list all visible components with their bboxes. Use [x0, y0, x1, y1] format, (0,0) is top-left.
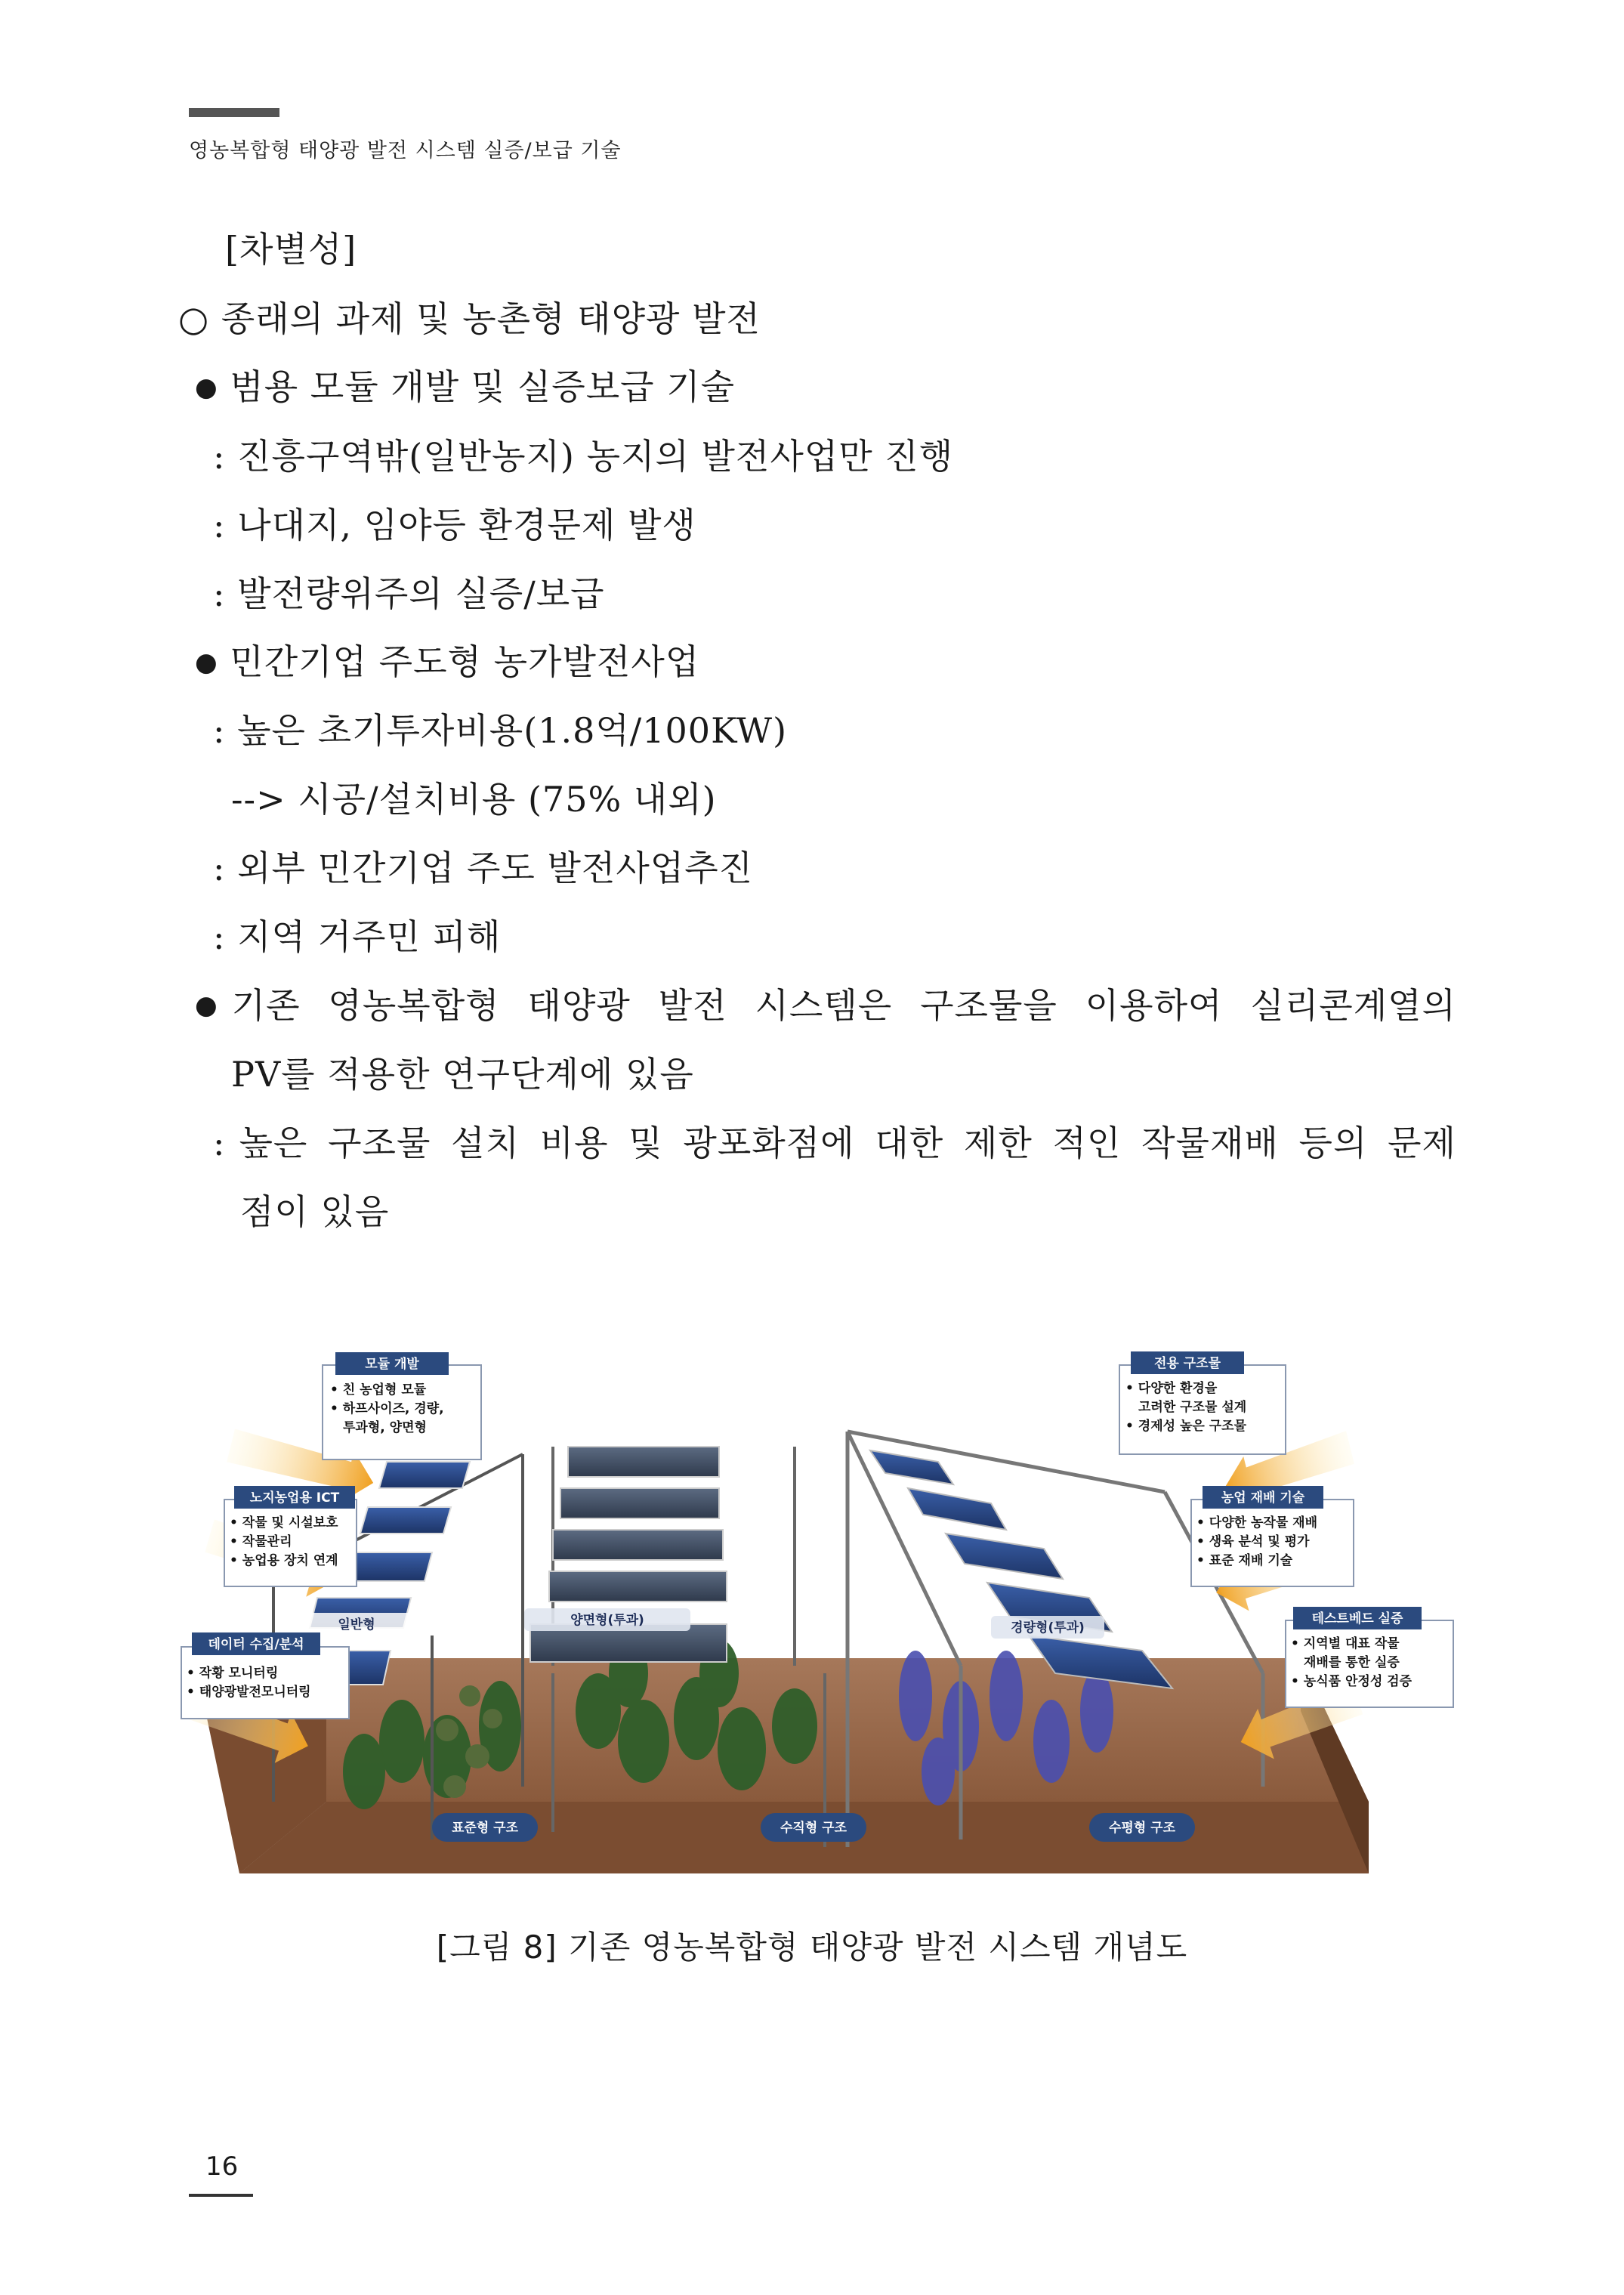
main-heading: [178, 296, 761, 341]
bullet-3-text-line-2: PV를 적용한 연구단계에 있음: [231, 1054, 694, 1095]
b1-sub-2-text: 나대지, 임야등 환경문제 발생: [237, 505, 696, 545]
b2-sub-1-text: 높은 초기투자비용(1.8억/100KW): [237, 710, 788, 751]
svg-text:• 작물 및 시설보호: • 작물 및 시설보호: [230, 1515, 338, 1531]
section-title: [차별성]: [225, 229, 357, 270]
colon-marker: :: [213, 436, 226, 477]
bullet-3: [195, 983, 1456, 1028]
panel-label-bifacial: 양면형(투과): [570, 1613, 644, 1628]
callout-testbed: [1286, 1607, 1453, 1707]
svg-text:• 생육 분석 및 평가: • 생육 분석 및 평가: [1196, 1534, 1310, 1549]
bullet-dot-icon: ●: [195, 990, 218, 1021]
svg-text:모듈 개발: 모듈 개발: [365, 1357, 419, 1372]
b2-sub-1-cont: --> 시공/설치비용 (75% 내외): [231, 779, 717, 820]
b3-sub-1: [213, 1120, 1456, 1166]
colon-marker: :: [213, 1123, 226, 1163]
svg-text:고려한 구조물 설계: 고려한 구조물 설계: [1138, 1400, 1247, 1415]
base-label-vertical: 수직형 구조: [780, 1821, 848, 1836]
base-label-standard: 표준형 구조: [451, 1821, 519, 1836]
b2-sub-1: [213, 708, 787, 753]
svg-text:• 하프사이즈, 경량,: • 하프사이즈, 경량,: [330, 1401, 444, 1416]
b1-sub-1-text: 진흥구역밖(일반농지) 농지의 발전사업만 진행: [237, 436, 954, 477]
header-rule: [189, 108, 279, 117]
b1-sub-3-text: 발전량위주의 실증/보급: [237, 573, 605, 614]
base-label-horizontal: 수평형 구조: [1108, 1821, 1176, 1836]
colon-marker: :: [213, 848, 226, 888]
svg-text:• 경제성 높은 구조물: • 경제성 높은 구조물: [1125, 1419, 1247, 1434]
colon-marker: :: [213, 710, 226, 751]
svg-text:• 농업용 장치 연계: • 농업용 장치 연계: [230, 1553, 338, 1568]
callout-ict: [224, 1486, 357, 1586]
callout-farming: [1191, 1486, 1354, 1586]
svg-text:테스트베드 실증: 테스트베드 실증: [1311, 1611, 1403, 1626]
colon-marker: :: [213, 573, 226, 614]
b2-sub-2: [213, 845, 753, 891]
svg-text:투과형, 양면형: 투과형, 양면형: [343, 1420, 427, 1435]
svg-text:• 다양한 농작물 재배: • 다양한 농작물 재배: [1196, 1515, 1318, 1531]
figure-caption: [그림 8] 기존 영농복합형 태양광 발전 시스템 개념도: [436, 1929, 1188, 1966]
b3-sub-1-text-line-1: 높은 구조물 설치 비용 및 광포화점에 대한 제한 적인 작물재배 등의 문제: [239, 1123, 1456, 1163]
svg-text:• 농식품 안정성 검증: • 농식품 안정성 검증: [1291, 1674, 1413, 1689]
bullet-2-text: 민간기업 주도형 농가발전사업: [230, 641, 700, 682]
svg-text:데이터 수집/분석: 데이터 수집/분석: [208, 1637, 304, 1652]
svg-text:• 다양한 환경을: • 다양한 환경을: [1125, 1381, 1218, 1396]
concept-figure: [175, 1318, 1459, 1889]
svg-text:농업 재배 기술: 농업 재배 기술: [1221, 1490, 1305, 1506]
svg-text:• 표준 재배 기술: • 표준 재배 기술: [1196, 1553, 1293, 1568]
svg-text:• 지역별 대표 작물: • 지역별 대표 작물: [1291, 1636, 1400, 1651]
circle-marker-icon: ○: [178, 298, 210, 339]
panel-label-general: 일반형: [338, 1617, 375, 1632]
bullet-dot-icon: ●: [195, 372, 218, 403]
b1-sub-2: [213, 502, 696, 548]
b2-sub-2-text: 외부 민간기업 주도 발전사업추진: [237, 848, 754, 888]
svg-text:• 작물관리: • 작물관리: [230, 1534, 292, 1549]
svg-text:전용 구조물: 전용 구조물: [1153, 1356, 1221, 1371]
bullet-2: [195, 639, 699, 685]
main-heading-text: 종래의 과제 및 농촌형 태양광 발전: [221, 298, 761, 339]
page-number: 16: [205, 2151, 239, 2182]
b3-sub-1-text-line-2: 점이 있음: [240, 1191, 390, 1232]
colon-marker: :: [213, 505, 226, 545]
svg-text:• 작황 모니터링: • 작황 모니터링: [187, 1666, 279, 1681]
b2-sub-3-text: 지역 거주민 피해: [237, 916, 502, 957]
callout-structure: [1119, 1351, 1286, 1454]
colon-marker: :: [213, 916, 226, 957]
svg-text:• 친 농업형 모듈: • 친 농업형 모듈: [330, 1382, 427, 1398]
callout-data: [181, 1632, 349, 1719]
b1-sub-3: [213, 571, 605, 616]
callout-module: [323, 1352, 481, 1459]
bullet-1-text: 범용 모듈 개발 및 실증보급 기술: [230, 366, 736, 407]
svg-text:노지농업용 ICT: 노지농업용 ICT: [249, 1490, 340, 1506]
footer-rule: [189, 2194, 253, 2197]
bullet-dot-icon: ●: [195, 647, 218, 678]
b1-sub-1: [213, 434, 953, 479]
bullet-3-text-line-1: 기존 영농복합형 태양광 발전 시스템은 구조물을 이용하여 실리콘계열의: [231, 985, 1456, 1026]
bullet-1: [195, 364, 735, 410]
svg-text:재배를 통한 실증: 재배를 통한 실증: [1304, 1655, 1400, 1670]
svg-text:• 태양광발전모니터링: • 태양광발전모니터링: [187, 1685, 311, 1700]
panel-label-lightweight: 경량형(투과): [1011, 1620, 1085, 1636]
b2-sub-3: [213, 914, 501, 959]
running-header: 영농복합형 태양광 발전 시스템 실증/보급 기술: [189, 139, 622, 162]
